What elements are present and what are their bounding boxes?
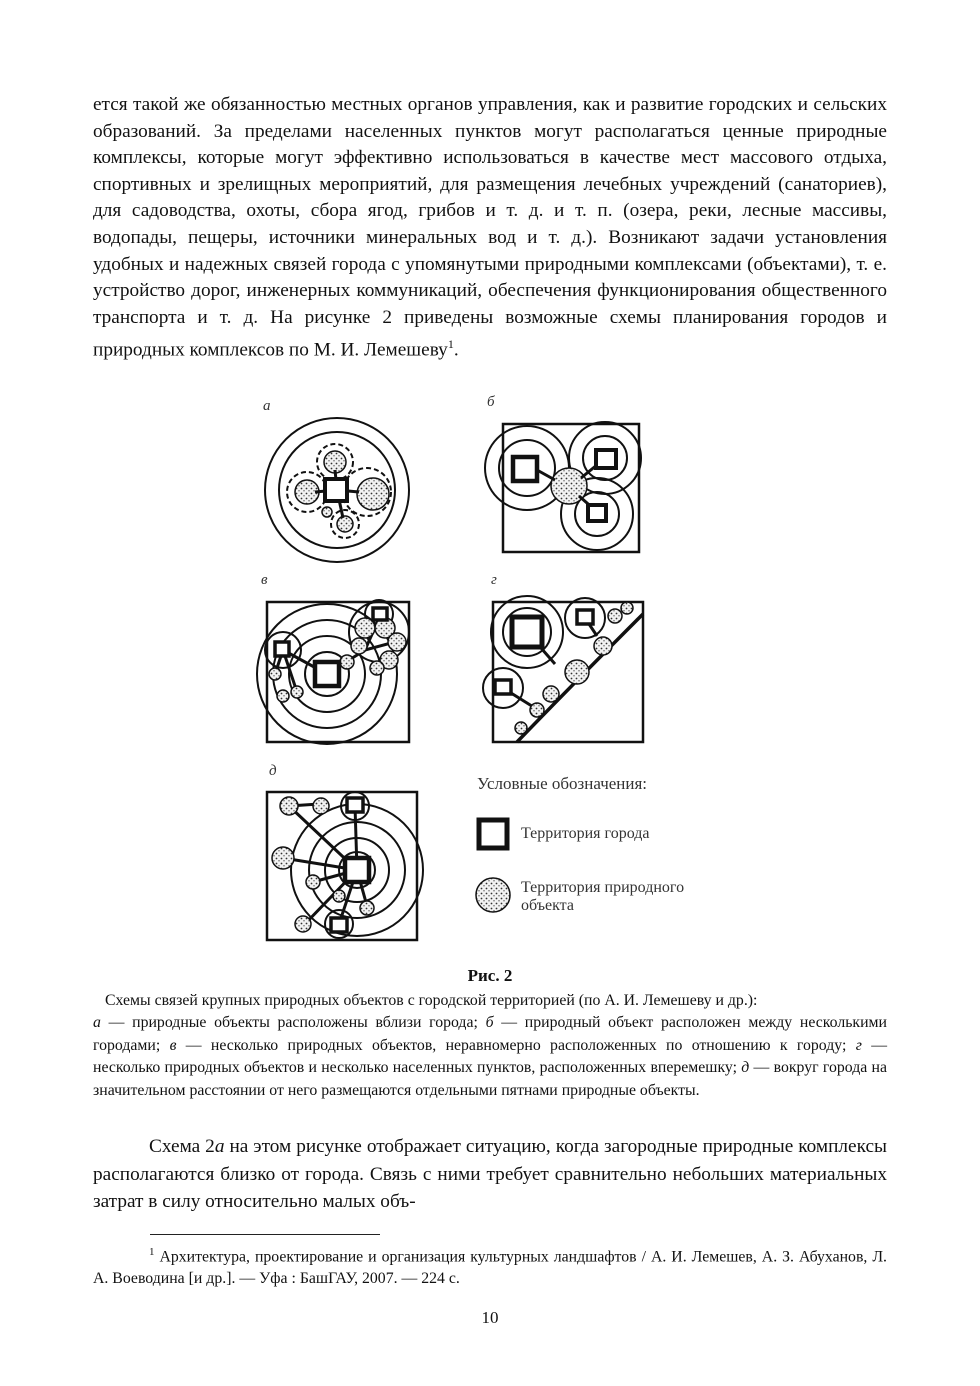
footnote-text: Архитектура, проектирование и организация культурных ландшафтов / А. И. Лемешев, А. З. Абуханов, Л. А. Воеводина [и др.]. — Уфа : БашГАУ, 2007. — 224 с. [93,1248,887,1288]
figure-2-drawing [255,392,730,964]
caption-intro: Схемы связей крупных природных объектов с городской территорией (по А. И. Лемешеву и др.): [105,992,758,1009]
panel-g [483,596,643,742]
footnote-divider [150,1234,380,1235]
caption-d-text: — вокруг города на значительном расстоянии от него размещаются отдельными пятнами природные объекты. [93,1059,887,1099]
label-v: в [261,572,268,588]
legend [476,774,684,914]
panel-a [265,418,409,562]
caption-b-text: — природный объект расположен между несколькими городами; [93,1014,887,1054]
legend-city-icon [479,820,507,848]
label-g: г [491,572,497,588]
panel-v [257,600,409,744]
caption-g-text: — несколько природных объектов и несколько населенных пунктов, расположенных вперемешку; [93,1036,888,1077]
footnote [93,1241,887,1290]
caption-a-text: — природные объекты расположены вблизи города; [100,1014,486,1032]
legend-title: Условные обозначения: [477,774,648,793]
legend-nature-label-2: объекта [521,897,574,914]
body-paragraph-1 [93,92,887,364]
footnote-reference: 1 [447,337,454,352]
label-b: б [487,394,495,410]
footnote-number: 1 [149,1246,155,1258]
paragraph-1-text: ется такой же обязанностью местных органов управления, как и развитие городских и сельских образований. За пределами населенных пунктов могут располагаться ценные природные комплексы, которые могут эффективно использоваться в качестве мест массового отдыха, спортивных и зрелищных мероприятий, для размещения лечебных учреждений (санаториев), для садоводства, охоты, сбора ягод, грибов и т. д. и т. п. (озера, реки, лесные массивы, водопады, пещеры, источники минеральных вод и т. д.). Возникают задачи установления удобных и надежных связей города с упомянутыми природными комплексами (объектами), т. е. устройство дорог, инженерных коммуникаций, обеспечения функционирования общественного транспорта и т. д. На рисунке 2 приведены возможные схемы планирования городов и природных комплексов по М. И. Лемешеву [93,94,887,361]
paragraph-2-start: Схема 2 [149,1136,215,1157]
label-a: а [263,398,271,414]
panel-d [267,792,423,940]
caption-b-key: б [485,1014,494,1032]
caption-d-key: д [741,1059,750,1077]
body-paragraph-2 [93,1133,887,1216]
figure-2 [255,392,730,964]
caption-v-text: — несколько природных объектов, неравномерно расположенных по отношению к городу; [176,1036,856,1054]
caption-g-key: г [855,1036,862,1054]
legend-nature-label-1: Территория природного [521,879,685,896]
caption-a-key: а [93,1014,101,1032]
paragraph-2-rest: на этом рисунке отображает ситуацию, когда загородные природные комплексы располагаются близко от города. Связь с ними требует сравнительно небольших материальных затрат в силу относительно малых объ- [93,1136,887,1213]
figure-caption [93,990,887,1102]
paragraph-2-italic: а [214,1136,225,1157]
paragraph-1-end: . [453,339,459,361]
page-number: 10 [481,1308,499,1327]
figure-caption-title: Рис. 2 [467,966,513,985]
label-d: д [269,763,277,779]
legend-nature-icon [476,878,510,912]
caption-v-key: в [169,1036,177,1054]
legend-city-label: Территория города [521,825,650,842]
panel-b [485,422,641,552]
